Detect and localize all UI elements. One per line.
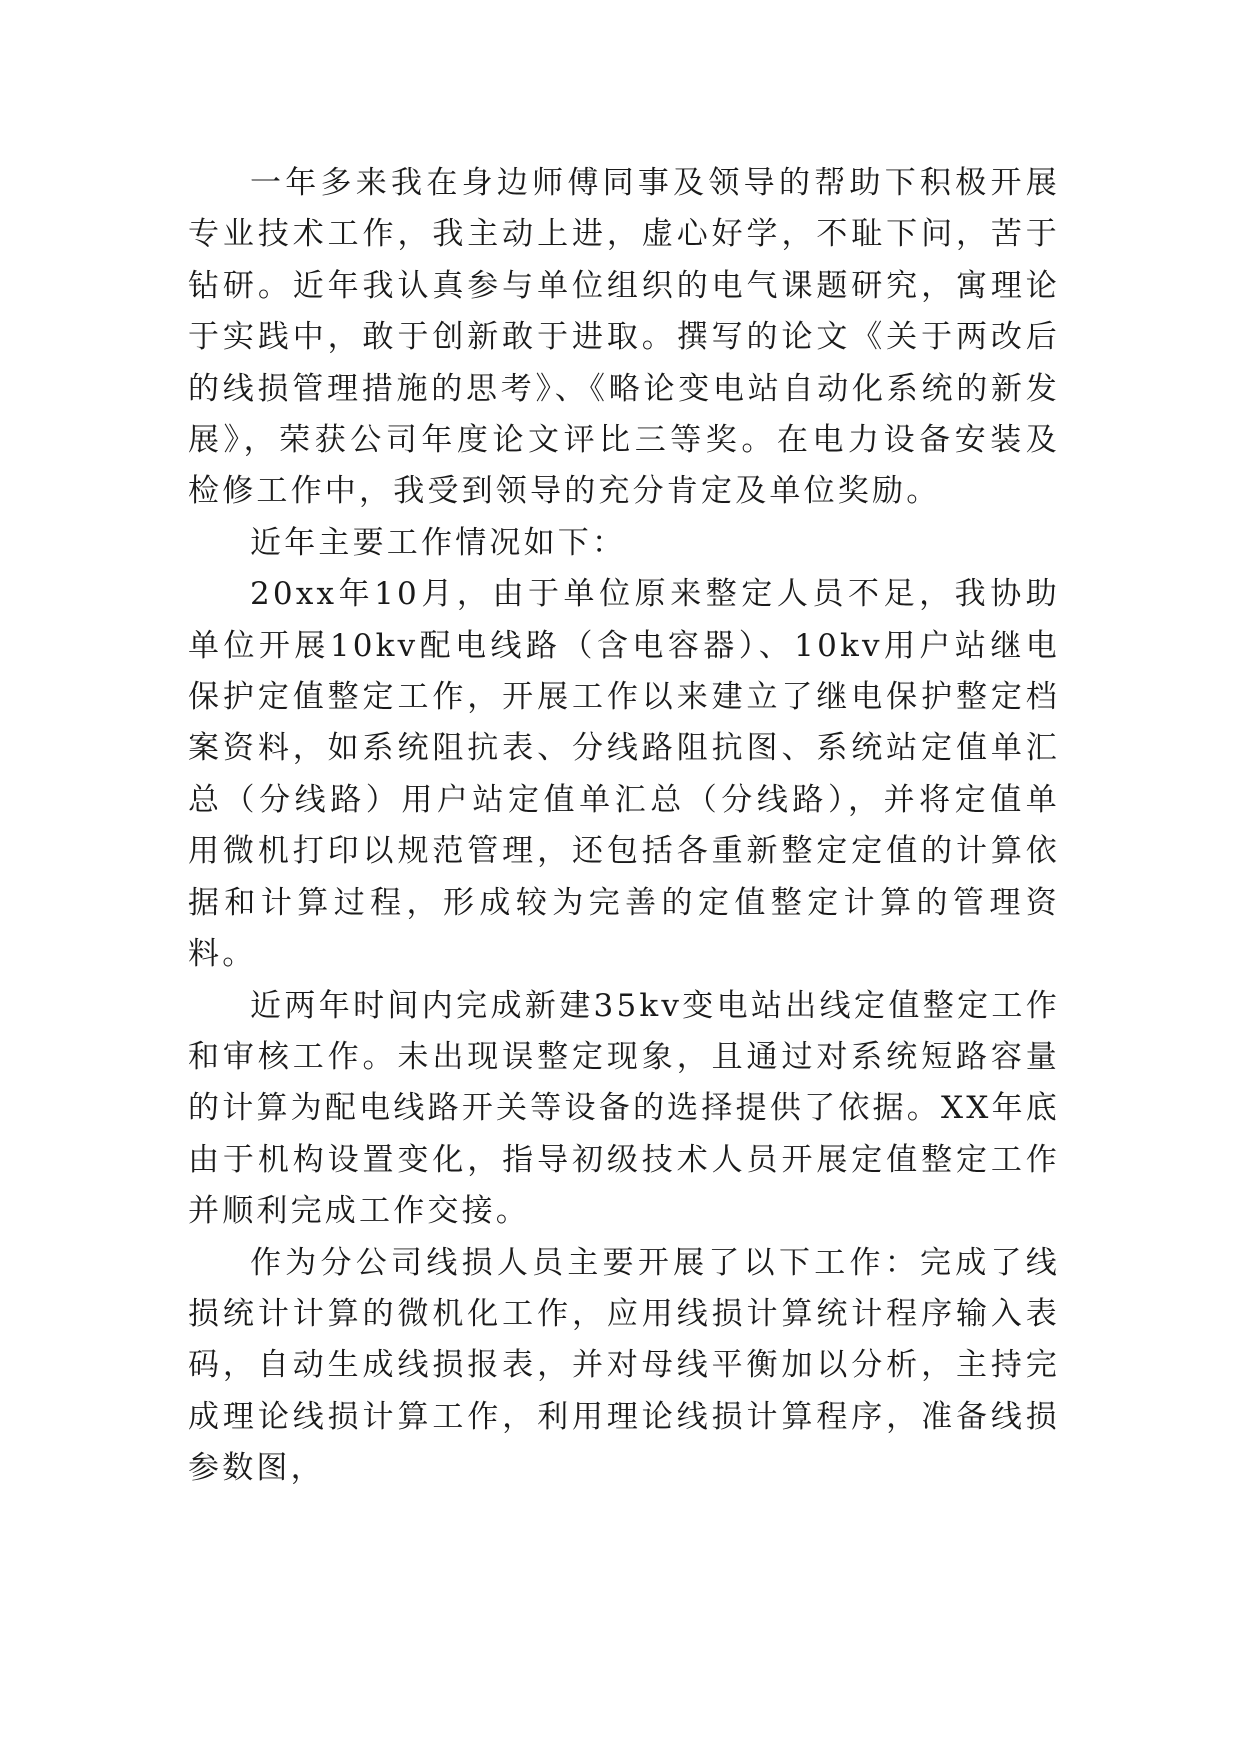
paragraph-1: 一年多来我在身边师傅同事及领导的帮助下积极开展专业技术工作，我主动上进，虚心好学，不耻下问，苦于钻研。近年我认真参与单位组织的电气课题研究，寓理论于实践中，敢于创新敢于进取。撰写的论文《关于两改后的线损管理措施的思考》、《略论变电站自动化系统的新发展》，荣获公司年度论文评比三等奖。在电力设备安装及检修工作中，我受到领导的充分肯定及单位奖励。 xyxy=(188,165,1060,510)
paragraph-4: 近两年时间内完成新建35kv变电站出线定值整定工作和审核工作。未出现误整定现象，且通过对系统短路容量的计算为配电线路开关等设备的选择提供了依据。XX年底由于机构设置变化，指导初级技术人员开展定值整定工作并顺利完成工作交接。 xyxy=(188,987,1060,1230)
paragraph-2: 近年主要工作情况如下： xyxy=(250,524,627,561)
paragraph-3: 20xx年10月，由于单位原来整定人员不足，我协助单位开展10kv配电线路（含电容器）、10kv用户站继电保护定值整定工作，开展工作以来建立了继电保护整定档案资料，如系统阻抗表、分线路阻抗图、系统站定值单汇总（分线路）用户站定值单汇总（分线路），并将定值单用微机打印以规范管理，还包括各重新整定定值的计算依据和计算过程，形成较为完善的定值整定计算的管理资料。 xyxy=(188,576,1060,973)
document-body xyxy=(188,158,1060,1495)
paragraph-5: 作为分公司线损人员主要开展了以下工作：完成了线损统计计算的微机化工作，应用线损计算统计程序输入表码，自动生成线损报表，并对母线平衡加以分析，主持完成理论线损计算工作，利用理论线损计算程序，准备线损参数图， xyxy=(188,1244,1060,1487)
